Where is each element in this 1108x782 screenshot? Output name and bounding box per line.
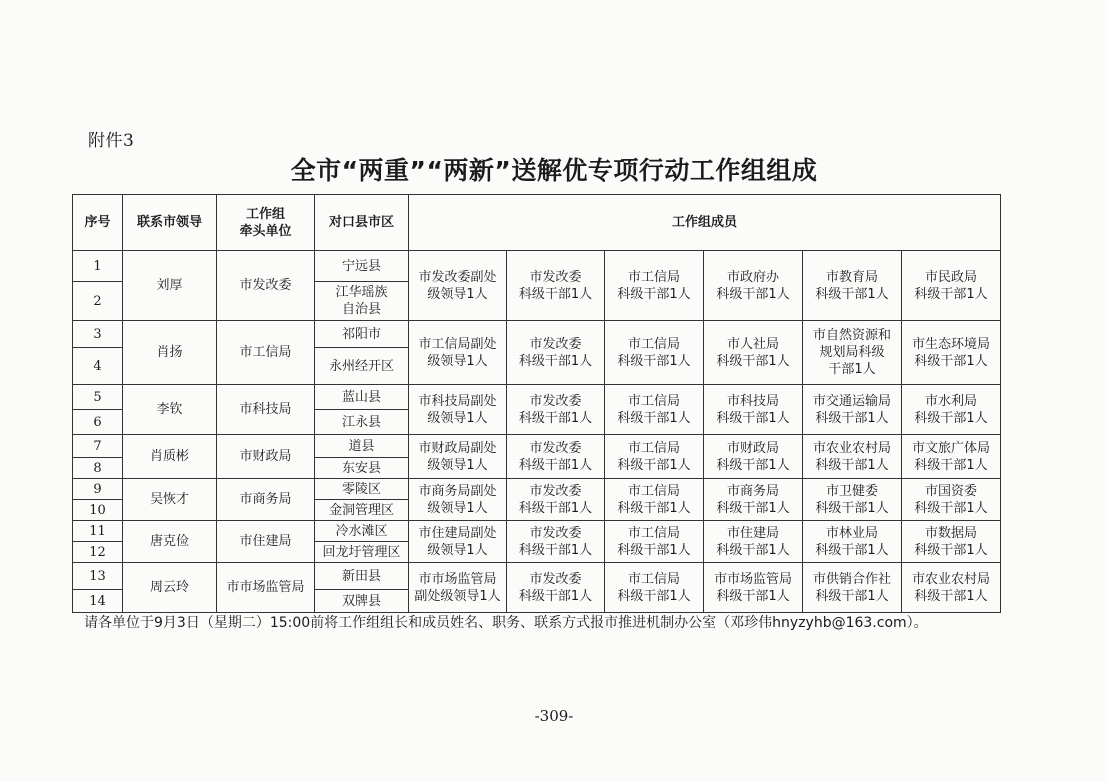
county-cell: 回龙圩管理区 xyxy=(315,542,409,563)
work-group-table xyxy=(72,194,1001,613)
member-cell: 市发改委 科级干部1人 xyxy=(507,385,605,435)
member-cell: 市工信局 科级干部1人 xyxy=(605,321,704,385)
leader-cell: 刘厚 xyxy=(123,251,217,321)
member-cell: 市科技局 科级干部1人 xyxy=(704,385,803,435)
county-cell: 江永县 xyxy=(315,410,409,435)
member-cell: 市生态环境局 科级干部1人 xyxy=(902,321,1001,385)
seq-cell: 8 xyxy=(73,458,123,479)
county-cell: 新田县 xyxy=(315,563,409,590)
county-cell: 道县 xyxy=(315,435,409,458)
table-header-row xyxy=(73,195,1001,251)
county-cell: 永州经开区 xyxy=(315,348,409,385)
leader-cell: 李钦 xyxy=(123,385,217,435)
member-cell: 市国资委 科级干部1人 xyxy=(902,479,1001,521)
county-cell: 江华瑶族 自治县 xyxy=(315,282,409,321)
county-cell: 蓝山县 xyxy=(315,385,409,410)
member-cell: 市人社局 科级干部1人 xyxy=(704,321,803,385)
footnote: 请各单位于9月3日（星期二）15:00前将工作组组长和成员姓名、职务、联系方式报市推进机制办公室（邓珍伟hnyzyhb@163.com）。 xyxy=(84,615,928,631)
member-cell: 市财政局副处 级领导1人 xyxy=(409,435,507,479)
county-cell: 冷水滩区 xyxy=(315,521,409,542)
table-row xyxy=(73,321,1001,348)
member-cell: 市供销合作社 科级干部1人 xyxy=(803,563,902,613)
member-cell: 市数据局 科级干部1人 xyxy=(902,521,1001,563)
lead-unit-cell: 市工信局 xyxy=(217,321,315,385)
seq-cell: 3 xyxy=(73,321,123,348)
member-cell: 市科技局副处 级领导1人 xyxy=(409,385,507,435)
leader-cell: 唐克俭 xyxy=(123,521,217,563)
lead-unit-cell: 市财政局 xyxy=(217,435,315,479)
member-cell: 市财政局 科级干部1人 xyxy=(704,435,803,479)
seq-cell: 2 xyxy=(73,282,123,321)
leader-cell: 吴恢才 xyxy=(123,479,217,521)
seq-cell: 4 xyxy=(73,348,123,385)
seq-cell: 6 xyxy=(73,410,123,435)
leader-cell: 肖扬 xyxy=(123,321,217,385)
header-county: 对口县市区 xyxy=(315,195,409,251)
member-cell: 市市场监管局 科级干部1人 xyxy=(704,563,803,613)
table-row xyxy=(73,563,1001,590)
member-cell: 市农业农村局 科级干部1人 xyxy=(902,563,1001,613)
county-cell: 祁阳市 xyxy=(315,321,409,348)
member-cell: 市民政局 科级干部1人 xyxy=(902,251,1001,321)
lead-unit-cell: 市市场监管局 xyxy=(217,563,315,613)
seq-cell: 9 xyxy=(73,479,123,500)
member-cell: 市住建局副处 级领导1人 xyxy=(409,521,507,563)
member-cell: 市卫健委 科级干部1人 xyxy=(803,479,902,521)
table-row xyxy=(73,435,1001,458)
member-cell: 市发改委 科级干部1人 xyxy=(507,435,605,479)
member-cell: 市教育局 科级干部1人 xyxy=(803,251,902,321)
attachment-label: 附件3 xyxy=(88,131,135,151)
seq-cell: 14 xyxy=(73,590,123,613)
seq-cell: 5 xyxy=(73,385,123,410)
county-cell: 零陵区 xyxy=(315,479,409,500)
seq-cell: 7 xyxy=(73,435,123,458)
member-cell: 市发改委 科级干部1人 xyxy=(507,321,605,385)
member-cell: 市发改委副处 级领导1人 xyxy=(409,251,507,321)
member-cell: 市商务局 科级干部1人 xyxy=(704,479,803,521)
member-cell: 市交通运输局 科级干部1人 xyxy=(803,385,902,435)
member-cell: 市工信局 科级干部1人 xyxy=(605,521,704,563)
member-cell: 市工信局 科级干部1人 xyxy=(605,435,704,479)
county-cell: 东安县 xyxy=(315,458,409,479)
header-seq: 序号 xyxy=(73,195,123,251)
member-cell: 市水利局 科级干部1人 xyxy=(902,385,1001,435)
member-cell: 市发改委 科级干部1人 xyxy=(507,251,605,321)
member-cell: 市自然资源和 规划局科级 干部1人 xyxy=(803,321,902,385)
member-cell: 市工信局 科级干部1人 xyxy=(605,563,704,613)
seq-cell: 11 xyxy=(73,521,123,542)
member-cell: 市农业农村局 科级干部1人 xyxy=(803,435,902,479)
table-row xyxy=(73,479,1001,500)
member-cell: 市工信局副处 级领导1人 xyxy=(409,321,507,385)
table-row xyxy=(73,251,1001,282)
header-leader: 联系市领导 xyxy=(123,195,217,251)
county-cell: 金洞管理区 xyxy=(315,500,409,521)
header-members: 工作组成员 xyxy=(409,195,1001,251)
seq-cell: 12 xyxy=(73,542,123,563)
member-cell: 市住建局 科级干部1人 xyxy=(704,521,803,563)
seq-cell: 13 xyxy=(73,563,123,590)
lead-unit-cell: 市科技局 xyxy=(217,385,315,435)
member-cell: 市发改委 科级干部1人 xyxy=(507,479,605,521)
lead-unit-cell: 市商务局 xyxy=(217,479,315,521)
lead-unit-cell: 市发改委 xyxy=(217,251,315,321)
leader-cell: 肖质彬 xyxy=(123,435,217,479)
member-cell: 市林业局 科级干部1人 xyxy=(803,521,902,563)
table-row xyxy=(73,385,1001,410)
member-cell: 市工信局 科级干部1人 xyxy=(605,385,704,435)
header-lead-unit: 工作组 牵头单位 xyxy=(217,195,315,251)
county-cell: 宁远县 xyxy=(315,251,409,282)
member-cell: 市工信局 科级干部1人 xyxy=(605,479,704,521)
seq-cell: 10 xyxy=(73,500,123,521)
member-cell: 市文旅广体局 科级干部1人 xyxy=(902,435,1001,479)
member-cell: 市发改委 科级干部1人 xyxy=(507,521,605,563)
member-cell: 市工信局 科级干部1人 xyxy=(605,251,704,321)
member-cell: 市商务局副处 级领导1人 xyxy=(409,479,507,521)
lead-unit-cell: 市住建局 xyxy=(217,521,315,563)
table-row xyxy=(73,521,1001,542)
leader-cell: 周云玲 xyxy=(123,563,217,613)
member-cell: 市政府办 科级干部1人 xyxy=(704,251,803,321)
document-title: 全市“两重”“两新”送解优专项行动工作组组成 xyxy=(290,156,818,185)
member-cell: 市市场监管局 副处级领导1人 xyxy=(409,563,507,613)
page-number: -309- xyxy=(534,707,574,725)
county-cell: 双牌县 xyxy=(315,590,409,613)
seq-cell: 1 xyxy=(73,251,123,282)
member-cell: 市发改委 科级干部1人 xyxy=(507,563,605,613)
